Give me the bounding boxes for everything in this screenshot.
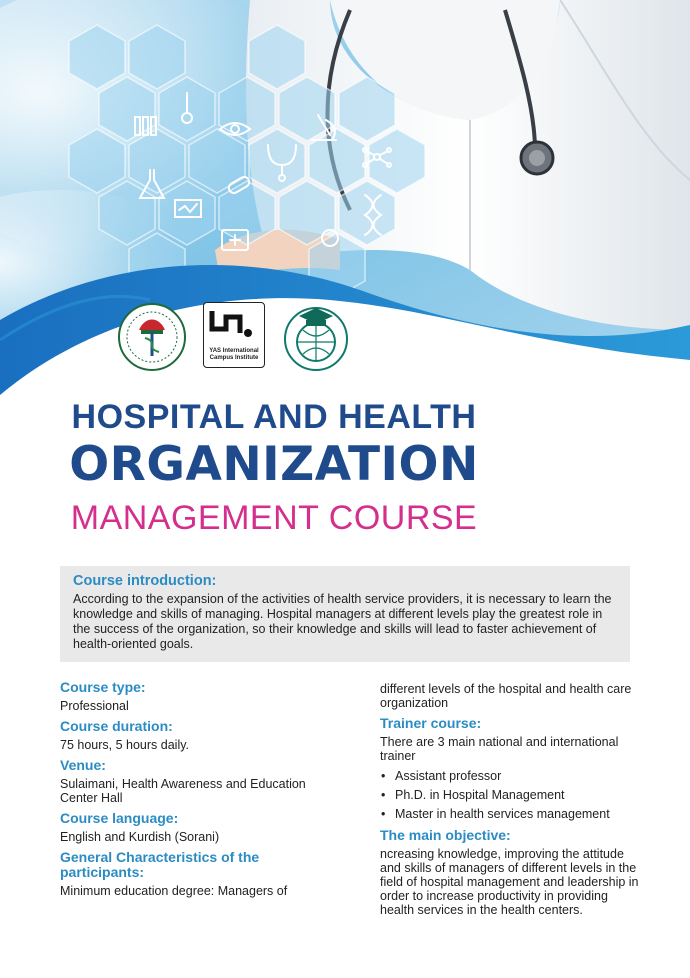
right-column <box>380 680 642 923</box>
trainer-list <box>380 769 642 821</box>
main-objective-heading: The main objective: <box>380 827 511 843</box>
left-column <box>60 680 330 904</box>
intro-body: According to the expansion of the activities of health service providers, it is necessary to learn the knowledge and skills of managing. Hospital managers at different levels play the greatest role in the success of the organization, so their knowledge and skills will lead to faster achievement of health-oriented goals. <box>73 592 612 651</box>
partner-logos <box>0 302 690 378</box>
course-intro-box <box>60 566 630 662</box>
title-line2: ORGANIZATION <box>69 437 479 492</box>
list-item: • Assistant professor <box>380 769 642 783</box>
course-language-heading: Course language: <box>60 810 179 826</box>
venue-heading: Venue: <box>60 757 106 773</box>
course-duration-value: 75 hours, 5 hours daily. <box>60 738 190 752</box>
main-objective-value: ncreasing knowledge, improving the attitude and skills of managers of different levels in the field of hospital management and leadership in order to increase productivity in providing health services in the health centers. <box>380 847 639 917</box>
title-line3: MANAGEMENT COURSE <box>70 499 478 537</box>
title-line1: HOSPITAL AND HEALTH <box>71 398 477 436</box>
yas-line1: YAS International <box>209 348 259 354</box>
yas-mark-icon <box>204 303 263 343</box>
course-type-value: Professional <box>60 699 129 713</box>
course-language-value: English and Kurdish (Sorani) <box>60 830 220 844</box>
list-item: • Master in health services management <box>380 807 642 821</box>
general-characteristics-value: Minimum education degree: Managers of <box>60 884 288 898</box>
intro-heading: Course introduction: <box>73 573 217 589</box>
trainer-course-value: There are 3 main national and international trainer <box>380 735 619 763</box>
yas-line2: Campus Institute <box>209 355 259 361</box>
college-emblem-logo <box>117 302 187 372</box>
venue-value: Sulaimani, Health Awareness and Education Center Hall <box>60 777 306 805</box>
yas-institute-logo <box>203 302 265 368</box>
course-duration-heading: Course duration: <box>60 718 173 734</box>
technical-institute-logo <box>281 302 351 372</box>
trainer-course-heading: Trainer course: <box>380 715 482 731</box>
general-characteristics-continued: different levels of the hospital and health care organization <box>380 682 632 710</box>
course-type-heading: Course type: <box>60 679 146 695</box>
list-item: • Ph.D. in Hospital Management <box>380 788 642 802</box>
general-characteristics-heading: General Characteristics of the participants: <box>60 849 260 880</box>
